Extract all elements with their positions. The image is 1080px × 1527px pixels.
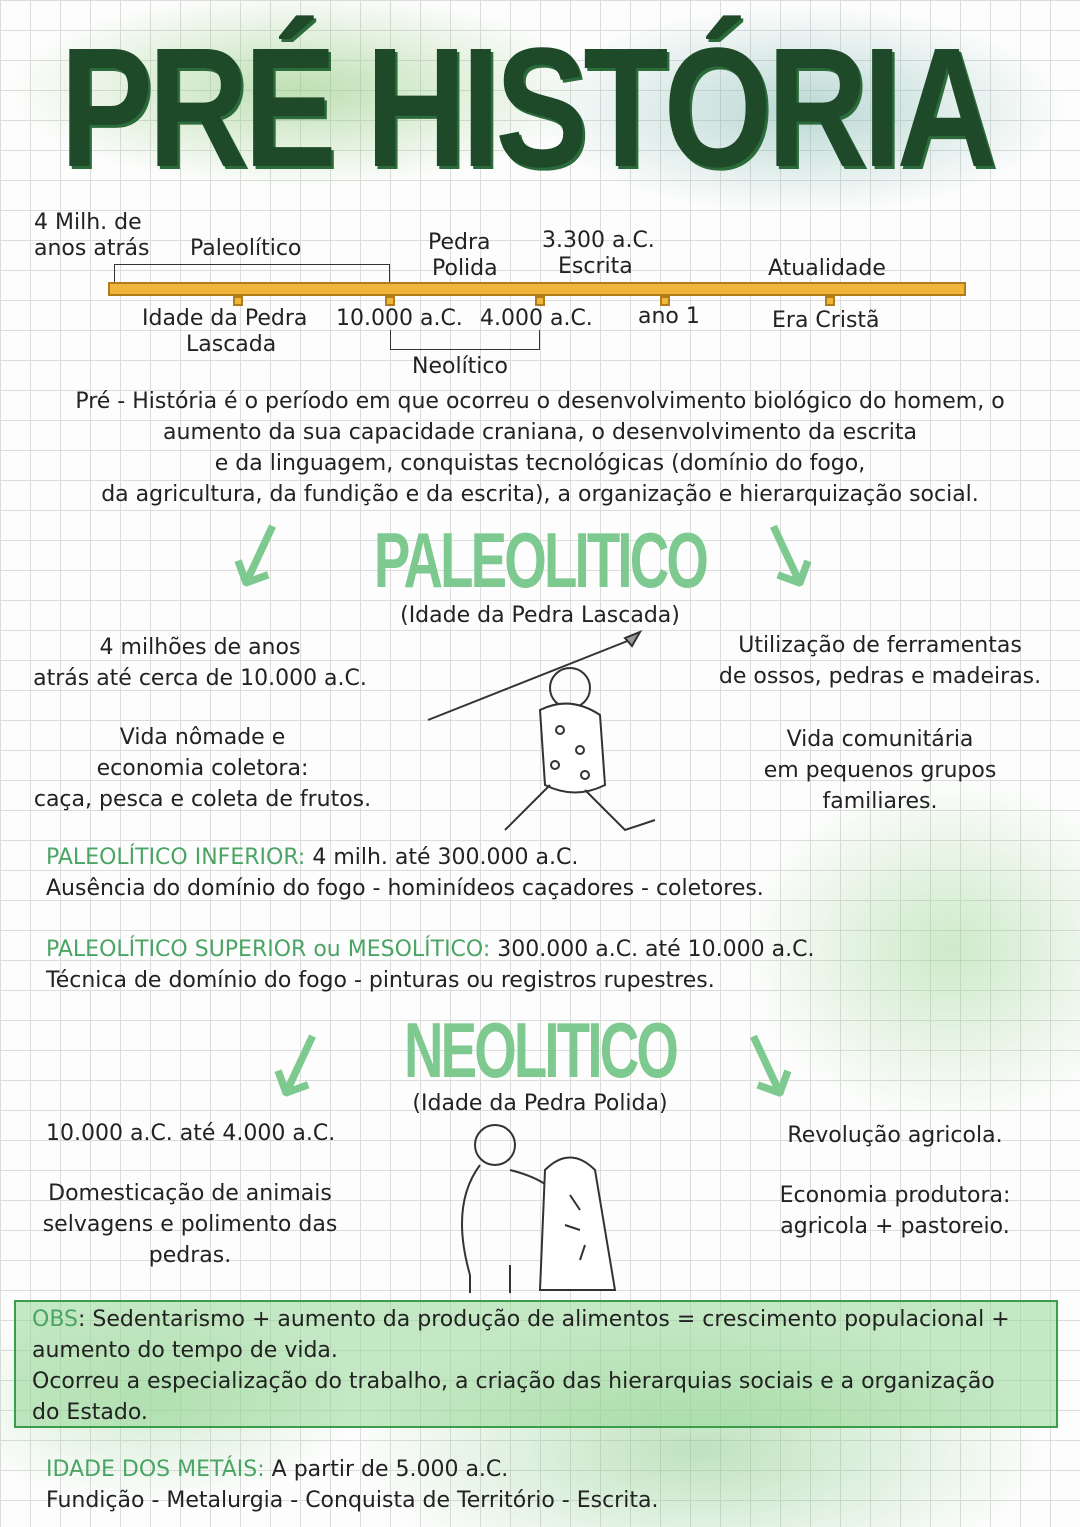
timeline-start-top: 4 Milh. de <box>34 210 142 235</box>
paleo-lifestyle <box>0 722 405 815</box>
text-line: economia coletora: <box>96 756 309 781</box>
tick <box>535 296 545 306</box>
timeline-pedra-polida-2: Polida <box>432 256 498 281</box>
text-line: Domesticação de animais <box>48 1181 332 1206</box>
timeline-bar <box>108 282 966 296</box>
text-line: familiares. <box>822 789 938 814</box>
timeline-pedra-polida-1: Pedra <box>428 230 491 255</box>
metais-label: IDADE DOS METÁIS: <box>46 1457 265 1482</box>
paleolitico-subtitle: (Idade da Pedra Lascada) <box>400 603 680 628</box>
obs-line: do Estado. <box>32 1400 148 1425</box>
neo-domestication <box>20 1178 360 1271</box>
intro-line: aumento da sua capacidade craniana, o desenvolvimento da escrita <box>163 420 917 445</box>
caveman-hunter-illustration <box>420 630 660 840</box>
neolitico-bracket <box>390 330 540 350</box>
tick <box>233 296 243 306</box>
timeline-atualidade: Atualidade <box>768 256 886 281</box>
text-line: pedras. <box>148 1243 232 1268</box>
timeline-start-bottom: anos atrás <box>34 236 150 261</box>
intro-line: da agricultura, da fundição e da escrita), a organização e hierarquização social. <box>101 482 979 507</box>
text-line: de ossos, pedras e madeiras. <box>718 664 1042 689</box>
obs-line <box>32 1304 1040 1335</box>
paleo-community <box>700 724 1060 817</box>
page-title: PRÉ HISTÓRIA <box>60 13 993 203</box>
timeline-10000: 10.000 a.C. <box>336 306 463 331</box>
intro-line: Pré - História é o período em que ocorreu o desenvolvimento biológico do homem, o <box>75 389 1005 414</box>
obs-text: : Sedentarismo + aumento da produção de alimentos = crescimento populacional + <box>78 1307 1010 1332</box>
timeline-lascada-1: Idade da Pedra <box>142 306 308 331</box>
paleo-duration <box>0 632 400 694</box>
text-line: Economia produtora: <box>779 1183 1011 1208</box>
timeline-paleolitico: Paleolítico <box>190 236 302 261</box>
arrow-left-icon: ↙ <box>244 1000 352 1125</box>
obs-box <box>14 1300 1058 1428</box>
arrow-right-icon: ↘ <box>714 1000 822 1125</box>
paleo-superior-label: PALEOLÍTICO SUPERIOR ou MESOLÍTICO: <box>46 937 491 962</box>
tick <box>385 296 395 306</box>
neolitico-heading: NEOLITICO <box>403 1006 677 1094</box>
text-line: Vida nômade e <box>119 725 286 750</box>
arrow-left-icon: ↙ <box>204 490 312 615</box>
paleolitico-bracket <box>114 264 390 284</box>
caveman-carving-illustration <box>440 1115 640 1295</box>
paleo-inferior <box>46 842 578 873</box>
obs-line: Ocorreu a especialização do trabalho, a criação das hierarquias sociais e a organização <box>32 1369 995 1394</box>
arrow-right-icon: ↘ <box>734 490 842 615</box>
neo-revolution: Revolução agricola. <box>787 1123 1003 1148</box>
paleo-superior <box>46 934 815 965</box>
text-line: 4 milhões de anos <box>99 635 301 660</box>
intro-line: e da linguagem, conquistas tecnológicas (domínio do fogo, <box>214 451 866 476</box>
timeline-ano-1: ano 1 <box>638 304 700 329</box>
text-line: atrás até cerca de 10.000 a.C. <box>33 666 367 691</box>
paleo-superior-date: 300.000 a.C. até 10.000 a.C. <box>490 937 815 962</box>
paleo-inferior-label: PALEOLÍTICO INFERIOR: <box>46 845 306 870</box>
paleo-inferior-text: Ausência do domínio do fogo - hominídeos caçadores - coletores. <box>46 876 764 901</box>
metais-date: A partir de 5.000 a.C. <box>264 1457 509 1482</box>
text-line: caça, pesca e coleta de frutos. <box>33 787 372 812</box>
text-line: agricola + pastoreio. <box>780 1214 1010 1239</box>
intro-text <box>0 386 1080 510</box>
paleo-superior-text: Técnica de domínio do fogo - pinturas ou registros rupestres. <box>46 968 715 993</box>
paleo-tools <box>700 630 1060 692</box>
paleolitico-heading: PALEOLITICO <box>373 516 707 604</box>
metais <box>46 1454 508 1485</box>
neolitico-subtitle: (Idade da Pedra Polida) <box>412 1091 668 1116</box>
neo-economy <box>740 1180 1050 1242</box>
text-line: em pequenos grupos <box>763 758 997 783</box>
timeline-neolitico: Neolítico <box>412 354 508 379</box>
metais-text: Fundição - Metalurgia - Conquista de Território - Escrita. <box>46 1488 659 1513</box>
neo-duration: 10.000 a.C. até 4.000 a.C. <box>46 1121 336 1146</box>
paleo-inferior-date: 4 milh. até 300.000 a.C. <box>305 845 579 870</box>
timeline-escrita: Escrita <box>558 254 633 279</box>
text-line: Utilização de ferramentas <box>738 633 1022 658</box>
timeline-era-crista: Era Cristã <box>772 308 880 333</box>
timeline-lascada-2: Lascada <box>186 332 277 357</box>
text-line: Vida comunitária <box>786 727 974 752</box>
timeline-escrita-date: 3.300 a.C. <box>542 228 655 253</box>
obs-label: OBS <box>32 1307 78 1332</box>
timeline-4000: 4.000 a.C. <box>480 306 593 331</box>
text-line: selvagens e polimento das <box>42 1212 338 1237</box>
obs-line: aumento do tempo de vida. <box>32 1338 338 1363</box>
tick <box>825 296 835 306</box>
